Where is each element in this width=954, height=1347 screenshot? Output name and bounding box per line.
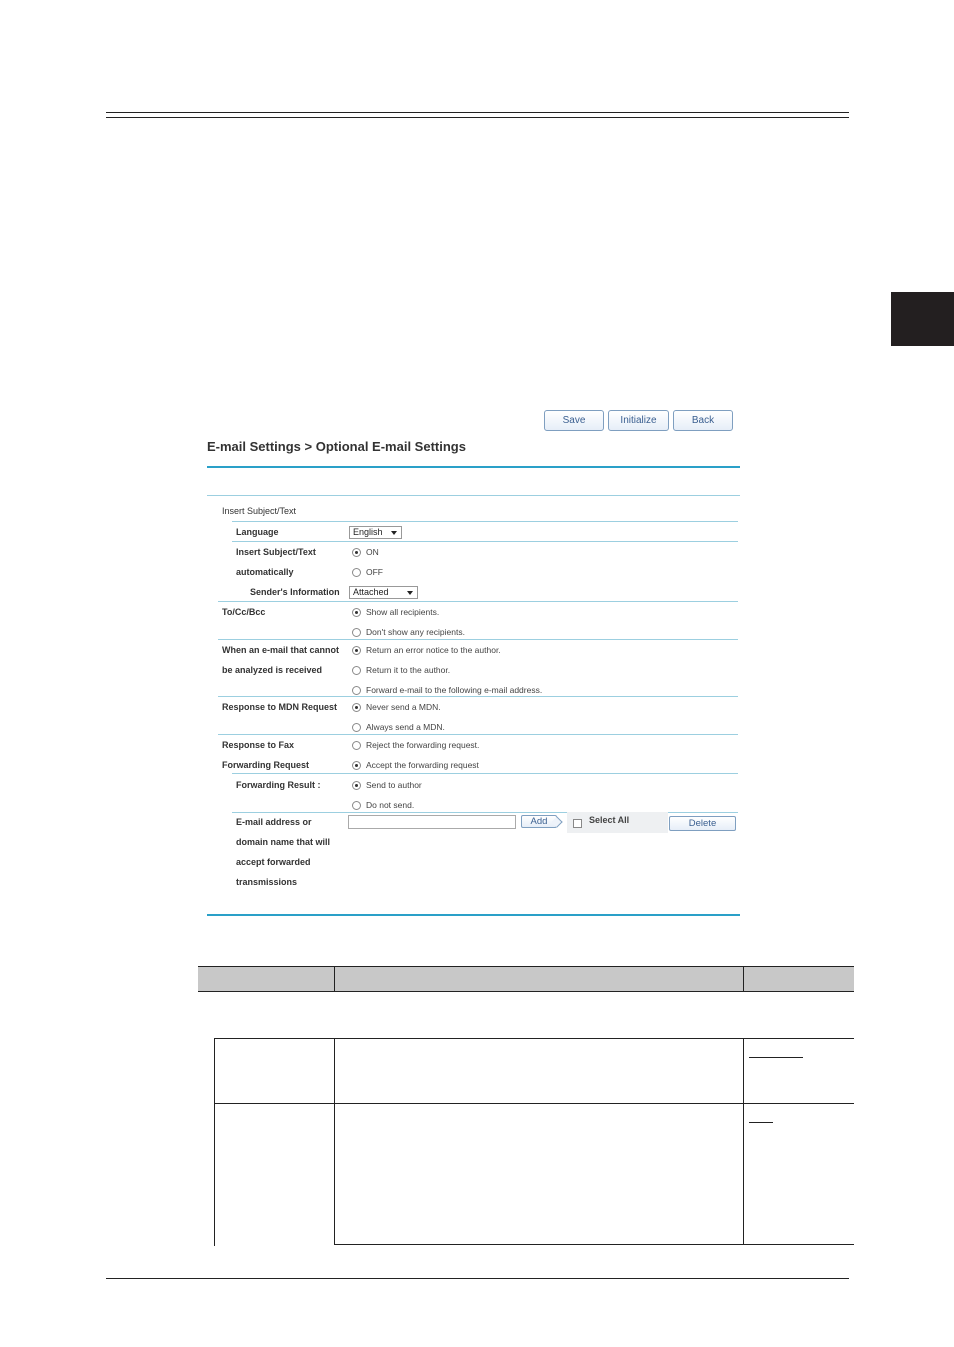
table-rule — [334, 966, 335, 992]
row-divider — [218, 601, 738, 602]
delete-button[interactable]: Delete — [669, 816, 736, 831]
table-rule — [743, 966, 744, 992]
return-error-notice-radio[interactable] — [352, 646, 361, 655]
chapter-tab — [891, 292, 954, 346]
insert-auto-off-radio[interactable] — [352, 568, 361, 577]
table-header — [198, 966, 854, 992]
never-send-mdn-radio[interactable] — [352, 703, 361, 712]
back-button[interactable]: Back — [673, 410, 733, 431]
chevron-down-icon — [407, 591, 413, 595]
row-divider — [218, 639, 738, 640]
header-rule-top — [106, 112, 849, 113]
insert-auto-label-line1: Insert Subject/Text — [236, 547, 316, 557]
forward-email-radio[interactable] — [352, 686, 361, 695]
insert-auto-on-label: ON — [366, 547, 379, 557]
insert-subject-section-label: Insert Subject/Text — [222, 506, 297, 516]
send-to-author-radio[interactable] — [352, 781, 361, 790]
default-value-underline — [749, 1122, 773, 1123]
page-title: E-mail Settings > Optional E-mail Settings — [207, 439, 466, 454]
row-divider — [232, 521, 738, 522]
table-rule — [214, 1038, 215, 1246]
row-divider — [218, 734, 738, 735]
accept-list-label-line1: E-mail address or — [236, 817, 312, 827]
show-recipients-radio[interactable] — [352, 608, 361, 617]
return-to-author-label: Return it to the author. — [366, 665, 451, 675]
return-to-author-radio[interactable] — [352, 666, 361, 675]
table-rule — [214, 1103, 854, 1104]
sender-info-select-value: Attached — [353, 587, 389, 597]
do-not-send-label: Do not send. — [366, 800, 415, 810]
save-button[interactable]: Save — [544, 410, 604, 431]
add-button[interactable]: Add — [521, 815, 557, 828]
hide-recipients-label: Don't show any recipients. — [366, 627, 465, 637]
insert-auto-on-radio[interactable] — [352, 548, 361, 557]
row-divider — [218, 696, 738, 697]
accept-list-label-line2: domain name that will — [236, 837, 331, 847]
unanalyzable-label-line2: be analyzed is received — [222, 665, 323, 675]
table-rule — [334, 1038, 335, 1245]
header-rule-bottom — [106, 117, 849, 118]
unanalyzable-label-line1: When an e-mail that cannot — [222, 645, 340, 655]
insert-auto-label-line2: automatically — [236, 567, 294, 577]
initialize-button[interactable]: Initialize — [608, 410, 669, 431]
send-to-author-label: Send to author — [366, 780, 422, 790]
fax-forwarding-label-line2: Forwarding Request — [222, 760, 310, 770]
row-divider — [232, 541, 738, 542]
always-send-mdn-radio[interactable] — [352, 723, 361, 732]
to-cc-bcc-label: To/Cc/Bcc — [222, 607, 266, 617]
table-rule — [198, 991, 854, 992]
section-divider — [207, 495, 740, 496]
language-select-value: English — [353, 527, 383, 537]
return-error-notice-label: Return an error notice to the author. — [366, 645, 501, 655]
row-divider — [232, 773, 738, 774]
accept-address-input[interactable] — [348, 815, 516, 829]
select-all-checkbox[interactable] — [573, 819, 582, 828]
accept-forwarding-label: Accept the forwarding request — [366, 760, 479, 770]
forwarding-result-label: Forwarding Result : — [236, 780, 321, 790]
table-rule — [743, 1038, 744, 1245]
reject-forwarding-label: Reject the forwarding request. — [366, 740, 480, 750]
show-recipients-label: Show all recipients. — [366, 607, 440, 617]
table-rule — [334, 1244, 854, 1245]
do-not-send-radio[interactable] — [352, 801, 361, 810]
bottom-divider — [207, 914, 740, 916]
table-rule — [214, 1038, 854, 1039]
language-label: Language — [236, 527, 279, 537]
never-send-mdn-label: Never send a MDN. — [366, 702, 441, 712]
chevron-down-icon — [391, 531, 397, 535]
select-all-label: Select All — [589, 815, 630, 825]
accept-forwarding-radio[interactable] — [352, 761, 361, 770]
insert-auto-off-label: OFF — [366, 567, 383, 577]
hide-recipients-radio[interactable] — [352, 628, 361, 637]
accept-list-label-line3: accept forwarded — [236, 857, 311, 867]
fax-forwarding-label-line1: Response to Fax — [222, 740, 295, 750]
table-rule — [198, 966, 854, 967]
default-value-underline — [749, 1057, 803, 1058]
language-select[interactable] — [349, 526, 402, 539]
reject-forwarding-radio[interactable] — [352, 741, 361, 750]
accept-list-label-line4: transmissions — [236, 877, 298, 887]
forward-email-label: Forward e-mail to the following e-mail address. — [366, 685, 543, 695]
always-send-mdn-label: Always send a MDN. — [366, 722, 445, 732]
sender-info-label: Sender's Information — [250, 587, 340, 597]
sender-info-select[interactable] — [349, 586, 418, 599]
footer-rule — [106, 1278, 849, 1279]
title-divider — [207, 466, 740, 468]
mdn-label: Response to MDN Request — [222, 702, 338, 712]
